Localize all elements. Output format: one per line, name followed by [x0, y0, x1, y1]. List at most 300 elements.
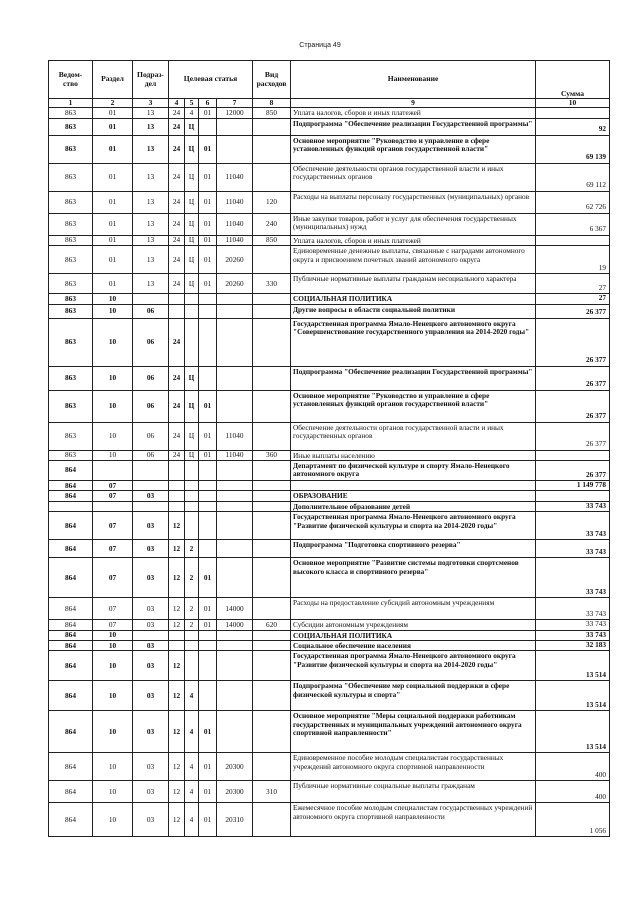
celevaya-part2-cell: [185, 641, 199, 651]
table-row: [49, 481, 610, 491]
table-row: [49, 641, 610, 651]
celevaya-part1-cell: [169, 501, 185, 511]
razdel-cell: 01: [93, 118, 133, 135]
summa-cell: 32 183: [536, 641, 610, 651]
razdel-cell: 07: [93, 491, 133, 501]
naimenovanie-cell: Социальное обеспечение населения: [291, 641, 536, 651]
celevaya-part4-cell: 11040: [217, 163, 253, 191]
naimenovanie-cell: Подпрограмма "Обеспечение мер социальной поддержки в сфере физической культуры и спорта": [291, 681, 536, 711]
podrazdel-cell: 03: [133, 781, 169, 803]
vid-rashodov-cell: [253, 630, 291, 640]
summa-cell: 62 726: [536, 191, 610, 213]
razdel-cell: 07: [93, 512, 133, 540]
summa-cell: 26 377: [536, 422, 610, 450]
column-number-cell: 10: [536, 99, 610, 108]
summa-cell: 400: [536, 781, 610, 803]
table-row: [49, 651, 610, 681]
podrazdel-cell: 03: [133, 491, 169, 501]
celevaya-part1-cell: 24: [169, 366, 185, 390]
vedomstvo-cell: 863: [49, 118, 93, 135]
celevaya-part4-cell: 20260: [217, 274, 253, 294]
podrazdel-cell: 06: [133, 318, 169, 366]
column-number-cell: 2: [93, 99, 133, 108]
celevaya-part4-cell: [217, 711, 253, 753]
celevaya-part2-cell: [185, 630, 199, 640]
summa-cell: 6 367: [536, 213, 610, 235]
column-number-cell: 5: [185, 99, 199, 108]
celevaya-part1-cell: 12: [169, 512, 185, 540]
naimenovanie-cell: Подпрограмма "Обеспечение реализации Государственной программы": [291, 366, 536, 390]
razdel-cell: 10: [93, 318, 133, 366]
celevaya-part2-cell: [185, 294, 199, 304]
celevaya-part4-cell: 11040: [217, 213, 253, 235]
column-number-cell: 3: [133, 99, 169, 108]
vid-rashodov-cell: [253, 118, 291, 135]
celevaya-part3-cell: [199, 512, 217, 540]
celevaya-part4-cell: [217, 630, 253, 640]
column-number-cell: 7: [217, 99, 253, 108]
celevaya-part3-cell: [199, 366, 217, 390]
summa-cell: 33 743: [536, 558, 610, 598]
table-row: [49, 781, 610, 803]
vid-rashodov-cell: [253, 304, 291, 318]
vid-rashodov-cell: 850: [253, 235, 291, 245]
celevaya-part2-cell: [185, 318, 199, 366]
vedomstvo-cell: 864: [49, 512, 93, 540]
vedomstvo-cell: 864: [49, 461, 93, 481]
vid-rashodov-cell: [253, 135, 291, 163]
razdel-cell: 07: [93, 540, 133, 558]
vid-rashodov-cell: 850: [253, 108, 291, 118]
celevaya-part3-cell: 01: [199, 620, 217, 630]
celevaya-part4-cell: 11040: [217, 422, 253, 450]
razdel-cell: 10: [93, 753, 133, 781]
vedomstvo-cell: 863: [49, 235, 93, 245]
razdel-cell: 01: [93, 235, 133, 245]
celevaya-part1-cell: 12: [169, 711, 185, 753]
header-celevaya-statya: Целевая статья: [169, 61, 253, 99]
celevaya-part4-cell: [217, 681, 253, 711]
vid-rashodov-cell: [253, 366, 291, 390]
celevaya-part3-cell: [199, 318, 217, 366]
celevaya-part4-cell: [217, 294, 253, 304]
celevaya-part1-cell: [169, 491, 185, 501]
celevaya-part4-cell: [217, 558, 253, 598]
vid-rashodov-cell: [253, 461, 291, 481]
celevaya-part2-cell: 2: [185, 620, 199, 630]
celevaya-part2-cell: Ц: [185, 366, 199, 390]
celevaya-part3-cell: [199, 461, 217, 481]
celevaya-part1-cell: [169, 304, 185, 318]
header-naimenovanie: Наименование: [291, 61, 536, 99]
celevaya-part3-cell: 01: [199, 711, 217, 753]
celevaya-part1-cell: 12: [169, 620, 185, 630]
table-row: [49, 213, 610, 235]
naimenovanie-cell: Уплата налогов, сборов и иных платежей: [291, 108, 536, 118]
celevaya-part1-cell: 12: [169, 753, 185, 781]
celevaya-part3-cell: [199, 540, 217, 558]
naimenovanie-cell: ОБРАЗОВАНИЕ: [291, 491, 536, 501]
podrazdel-cell: 03: [133, 620, 169, 630]
table-row: [49, 163, 610, 191]
podrazdel-cell: 06: [133, 422, 169, 450]
celevaya-part1-cell: 24: [169, 163, 185, 191]
celevaya-part1-cell: 24: [169, 108, 185, 118]
razdel-cell: 10: [93, 711, 133, 753]
summa-cell: 26 377: [536, 304, 610, 318]
summa-cell: 69 112: [536, 163, 610, 191]
celevaya-part3-cell: 01: [199, 135, 217, 163]
vid-rashodov-cell: [253, 318, 291, 366]
celevaya-part2-cell: 2: [185, 558, 199, 598]
vedomstvo-cell: 864: [49, 803, 93, 837]
vedomstvo-cell: 863: [49, 390, 93, 422]
celevaya-part3-cell: 01: [199, 450, 217, 460]
celevaya-part4-cell: [217, 118, 253, 135]
celevaya-part3-cell: 01: [199, 781, 217, 803]
podrazdel-cell: 13: [133, 213, 169, 235]
podrazdel-cell: 03: [133, 512, 169, 540]
podrazdel-cell: 13: [133, 246, 169, 274]
table-row: [49, 318, 610, 366]
table-row: [49, 558, 610, 598]
summa-cell: 33 743: [536, 501, 610, 511]
summa-cell: 400: [536, 753, 610, 781]
celevaya-part2-cell: Ц: [185, 135, 199, 163]
podrazdel-cell: 03: [133, 540, 169, 558]
vedomstvo-cell: 864: [49, 630, 93, 640]
celevaya-part2-cell: Ц: [185, 246, 199, 274]
summa-cell: [536, 235, 610, 245]
razdel-cell: 10: [93, 390, 133, 422]
celevaya-part1-cell: 24: [169, 318, 185, 366]
vid-rashodov-cell: [253, 481, 291, 491]
celevaya-part2-cell: Ц: [185, 191, 199, 213]
celevaya-part3-cell: [199, 501, 217, 511]
celevaya-part3-cell: 01: [199, 246, 217, 274]
celevaya-part2-cell: 4: [185, 711, 199, 753]
celevaya-part1-cell: 24: [169, 450, 185, 460]
naimenovanie-cell: Единовременные денежные выплаты, связанные с наградами автономного округа и присвоением почетных званий автономного округа: [291, 246, 536, 274]
podrazdel-cell: 13: [133, 108, 169, 118]
summa-cell: 1 149 778: [536, 481, 610, 491]
celevaya-part4-cell: [217, 540, 253, 558]
vid-rashodov-cell: [253, 651, 291, 681]
vedomstvo-cell: 863: [49, 163, 93, 191]
summa-cell: 33 743: [536, 620, 610, 630]
vid-rashodov-cell: 330: [253, 274, 291, 294]
summa-cell: 1 056: [536, 803, 610, 837]
celevaya-part2-cell: 4: [185, 803, 199, 837]
vid-rashodov-cell: 240: [253, 213, 291, 235]
celevaya-part4-cell: [217, 461, 253, 481]
naimenovanie-cell: Государственная программа Ямало-Ненецкого автономного округа "Развитие физической культуры и спорта на 2014-2020 годы": [291, 651, 536, 681]
vedomstvo-cell: 864: [49, 481, 93, 491]
summa-cell: 26 377: [536, 318, 610, 366]
vid-rashodov-cell: 310: [253, 781, 291, 803]
table-row: [49, 491, 610, 501]
podrazdel-cell: 06: [133, 390, 169, 422]
razdel-cell: 10: [93, 366, 133, 390]
celevaya-part3-cell: 01: [199, 422, 217, 450]
summa-cell: 26 377: [536, 461, 610, 481]
celevaya-part4-cell: [217, 501, 253, 511]
celevaya-part2-cell: Ц: [185, 422, 199, 450]
celevaya-part1-cell: 12: [169, 781, 185, 803]
razdel-cell: [93, 501, 133, 511]
vedomstvo-cell: 864: [49, 620, 93, 630]
summa-cell: 33 743: [536, 540, 610, 558]
table-row: [49, 118, 610, 135]
header-podrazdel: Подраз- дел: [133, 61, 169, 99]
podrazdel-cell: 03: [133, 598, 169, 620]
razdel-cell: 10: [93, 781, 133, 803]
summa-cell: 33 743: [536, 512, 610, 540]
celevaya-part4-cell: 20260: [217, 246, 253, 274]
vid-rashodov-cell: [253, 558, 291, 598]
table-row: [49, 235, 610, 245]
celevaya-part2-cell: Ц: [185, 450, 199, 460]
table-row: [49, 450, 610, 460]
celevaya-part4-cell: 11040: [217, 191, 253, 213]
podrazdel-cell: [133, 481, 169, 491]
celevaya-part3-cell: 01: [199, 108, 217, 118]
vedomstvo-cell: 863: [49, 304, 93, 318]
vedomstvo-cell: 863: [49, 366, 93, 390]
vid-rashodov-cell: [253, 163, 291, 191]
podrazdel-cell: 13: [133, 274, 169, 294]
celevaya-part1-cell: 24: [169, 246, 185, 274]
vid-rashodov-cell: [253, 803, 291, 837]
podrazdel-cell: 03: [133, 651, 169, 681]
vedomstvo-cell: 864: [49, 558, 93, 598]
table-row: [49, 598, 610, 620]
razdel-cell: 07: [93, 558, 133, 598]
column-number-cell: 6: [199, 99, 217, 108]
vid-rashodov-cell: [253, 246, 291, 274]
table-row: [49, 366, 610, 390]
celevaya-part2-cell: [185, 304, 199, 318]
celevaya-part2-cell: 4: [185, 681, 199, 711]
table-row: [49, 711, 610, 753]
table-row: [49, 304, 610, 318]
table-row: [49, 753, 610, 781]
celevaya-part2-cell: Ц: [185, 235, 199, 245]
celevaya-part3-cell: 01: [199, 390, 217, 422]
razdel-cell: 10: [93, 630, 133, 640]
podrazdel-cell: 03: [133, 558, 169, 598]
celevaya-part4-cell: [217, 304, 253, 318]
naimenovanie-cell: СОЦИАЛЬНАЯ ПОЛИТИКА: [291, 630, 536, 640]
celevaya-part4-cell: 20310: [217, 803, 253, 837]
vid-rashodov-cell: [253, 598, 291, 620]
celevaya-part4-cell: 12000: [217, 108, 253, 118]
razdel-cell: 10: [93, 681, 133, 711]
naimenovanie-cell: Ежемесячное пособие молодым специалистам государственных учреждений автономного округа спортивной направленности: [291, 803, 536, 837]
razdel-cell: 01: [93, 135, 133, 163]
celevaya-part2-cell: Ц: [185, 118, 199, 135]
celevaya-part1-cell: 12: [169, 540, 185, 558]
podrazdel-cell: [133, 461, 169, 481]
header-vid-rashodov: Вид расходов: [253, 61, 291, 99]
celevaya-part3-cell: [199, 651, 217, 681]
vid-rashodov-cell: [253, 641, 291, 651]
celevaya-part2-cell: 2: [185, 540, 199, 558]
vedomstvo-cell: 863: [49, 191, 93, 213]
celevaya-part2-cell: [185, 491, 199, 501]
naimenovanie-cell: Государственная программа Ямало-Ненецкого автономного округа "Развитие физической культуры и спорта на 2014-2020 годы": [291, 512, 536, 540]
celevaya-part4-cell: [217, 135, 253, 163]
summa-cell: 33 743: [536, 598, 610, 620]
celevaya-part3-cell: 01: [199, 213, 217, 235]
vid-rashodov-cell: [253, 512, 291, 540]
naimenovanie-cell: Субсидии автономным учреждениям: [291, 620, 536, 630]
budget-table: [48, 60, 610, 837]
razdel-cell: 10: [93, 422, 133, 450]
summa-cell: 26 377: [536, 390, 610, 422]
summa-cell: [536, 491, 610, 501]
table-row: [49, 620, 610, 630]
celevaya-part2-cell: Ц: [185, 163, 199, 191]
table-row: [49, 540, 610, 558]
naimenovanie-cell: Основное мероприятие "Руководство и управление в сфере установленных функций органов государственной власти": [291, 390, 536, 422]
celevaya-part3-cell: [199, 641, 217, 651]
celevaya-part2-cell: 4: [185, 781, 199, 803]
summa-cell: 13 514: [536, 651, 610, 681]
celevaya-part2-cell: 2: [185, 598, 199, 620]
celevaya-part3-cell: 01: [199, 163, 217, 191]
celevaya-part1-cell: 12: [169, 803, 185, 837]
celevaya-part1-cell: [169, 461, 185, 481]
celevaya-part3-cell: [199, 630, 217, 640]
razdel-cell: [93, 461, 133, 481]
celevaya-part2-cell: Ц: [185, 213, 199, 235]
celevaya-part2-cell: Ц: [185, 390, 199, 422]
razdel-cell: 07: [93, 620, 133, 630]
podrazdel-cell: 03: [133, 711, 169, 753]
naimenovanie-cell: Иные закупки товаров, работ и услуг для обеспечения государственных (муниципальных) нужд: [291, 213, 536, 235]
podrazdel-cell: 06: [133, 366, 169, 390]
vedomstvo-cell: 864: [49, 641, 93, 651]
vid-rashodov-cell: [253, 491, 291, 501]
razdel-cell: 10: [93, 803, 133, 837]
table-row: [49, 108, 610, 118]
celevaya-part3-cell: [199, 481, 217, 491]
table-row: [49, 390, 610, 422]
summa-cell: 27: [536, 294, 610, 304]
celevaya-part1-cell: [169, 641, 185, 651]
vedomstvo-cell: 864: [49, 540, 93, 558]
celevaya-part3-cell: 01: [199, 235, 217, 245]
celevaya-part3-cell: 01: [199, 753, 217, 781]
vid-rashodov-cell: [253, 681, 291, 711]
table-row: [49, 512, 610, 540]
celevaya-part4-cell: [217, 491, 253, 501]
celevaya-part4-cell: [217, 366, 253, 390]
celevaya-part2-cell: [185, 651, 199, 681]
vedomstvo-cell: 863: [49, 108, 93, 118]
vedomstvo-cell: 863: [49, 422, 93, 450]
summa-cell: 33 743: [536, 630, 610, 640]
vedomstvo-cell: 864: [49, 651, 93, 681]
celevaya-part4-cell: [217, 318, 253, 366]
naimenovanie-cell: Государственная программа Ямало-Ненецкого автономного округа "Совершенствование государственного управления на 2014-2020 годы": [291, 318, 536, 366]
celevaya-part3-cell: 01: [199, 274, 217, 294]
table-row: [49, 191, 610, 213]
header-razdel: Раздел: [93, 61, 133, 99]
celevaya-part2-cell: Ц: [185, 274, 199, 294]
vid-rashodov-cell: 120: [253, 191, 291, 213]
summa-cell: [536, 108, 610, 118]
razdel-cell: 10: [93, 450, 133, 460]
vid-rashodov-cell: [253, 390, 291, 422]
razdel-cell: 01: [93, 213, 133, 235]
vedomstvo-cell: 864: [49, 753, 93, 781]
column-number-row: [49, 99, 610, 108]
podrazdel-cell: 03: [133, 803, 169, 837]
razdel-cell: 01: [93, 274, 133, 294]
razdel-cell: 01: [93, 163, 133, 191]
vedomstvo-cell: 863: [49, 318, 93, 366]
celevaya-part4-cell: [217, 641, 253, 651]
celevaya-part3-cell: 01: [199, 803, 217, 837]
naimenovanie-cell: СОЦИАЛЬНАЯ ПОЛИТИКА: [291, 294, 536, 304]
table-row: [49, 461, 610, 481]
celevaya-part1-cell: 24: [169, 235, 185, 245]
celevaya-part3-cell: [199, 491, 217, 501]
celevaya-part1-cell: 24: [169, 274, 185, 294]
column-number-cell: 1: [49, 99, 93, 108]
podrazdel-cell: 13: [133, 235, 169, 245]
celevaya-part4-cell: [217, 651, 253, 681]
celevaya-part4-cell: [217, 481, 253, 491]
podrazdel-cell: [133, 294, 169, 304]
naimenovanie-cell: Расходы на выплаты персоналу государственных (муниципальных) органов: [291, 191, 536, 213]
celevaya-part3-cell: 01: [199, 191, 217, 213]
celevaya-part2-cell: [185, 461, 199, 481]
podrazdel-cell: 13: [133, 163, 169, 191]
razdel-cell: 07: [93, 481, 133, 491]
podrazdel-cell: 06: [133, 304, 169, 318]
vedomstvo-cell: 864: [49, 711, 93, 753]
vedomstvo-cell: [49, 501, 93, 511]
naimenovanie-cell: Подпрограмма "Обеспечение реализации Государственной программы": [291, 118, 536, 135]
vid-rashodov-cell: [253, 294, 291, 304]
vid-rashodov-cell: [253, 540, 291, 558]
celevaya-part1-cell: 12: [169, 598, 185, 620]
celevaya-part1-cell: 12: [169, 681, 185, 711]
celevaya-part1-cell: 24: [169, 118, 185, 135]
podrazdel-cell: 03: [133, 753, 169, 781]
summa-cell: 69 139: [536, 135, 610, 163]
razdel-cell: 07: [93, 598, 133, 620]
vid-rashodov-cell: [253, 422, 291, 450]
celevaya-part1-cell: 24: [169, 135, 185, 163]
celevaya-part2-cell: 4: [185, 108, 199, 118]
naimenovanie-cell: Расходы на предоставление субсидий автономным учреждениям: [291, 598, 536, 620]
razdel-cell: 01: [93, 108, 133, 118]
naimenovanie-cell: Основное мероприятие "Меры социальной поддержки работникам государственных и муниципальных учреждений автономного округа спортивной направленности": [291, 711, 536, 753]
celevaya-part3-cell: [199, 118, 217, 135]
podrazdel-cell: 03: [133, 681, 169, 711]
table-row: [49, 294, 610, 304]
naimenovanie-cell: Основное мероприятие "Развитие системы подготовки спортсменов высокого класса и спортивного резерва": [291, 558, 536, 598]
podrazdel-cell: 03: [133, 641, 169, 651]
celevaya-part2-cell: [185, 501, 199, 511]
table-row: [49, 274, 610, 294]
celevaya-part3-cell: 01: [199, 558, 217, 598]
razdel-cell: 01: [93, 191, 133, 213]
